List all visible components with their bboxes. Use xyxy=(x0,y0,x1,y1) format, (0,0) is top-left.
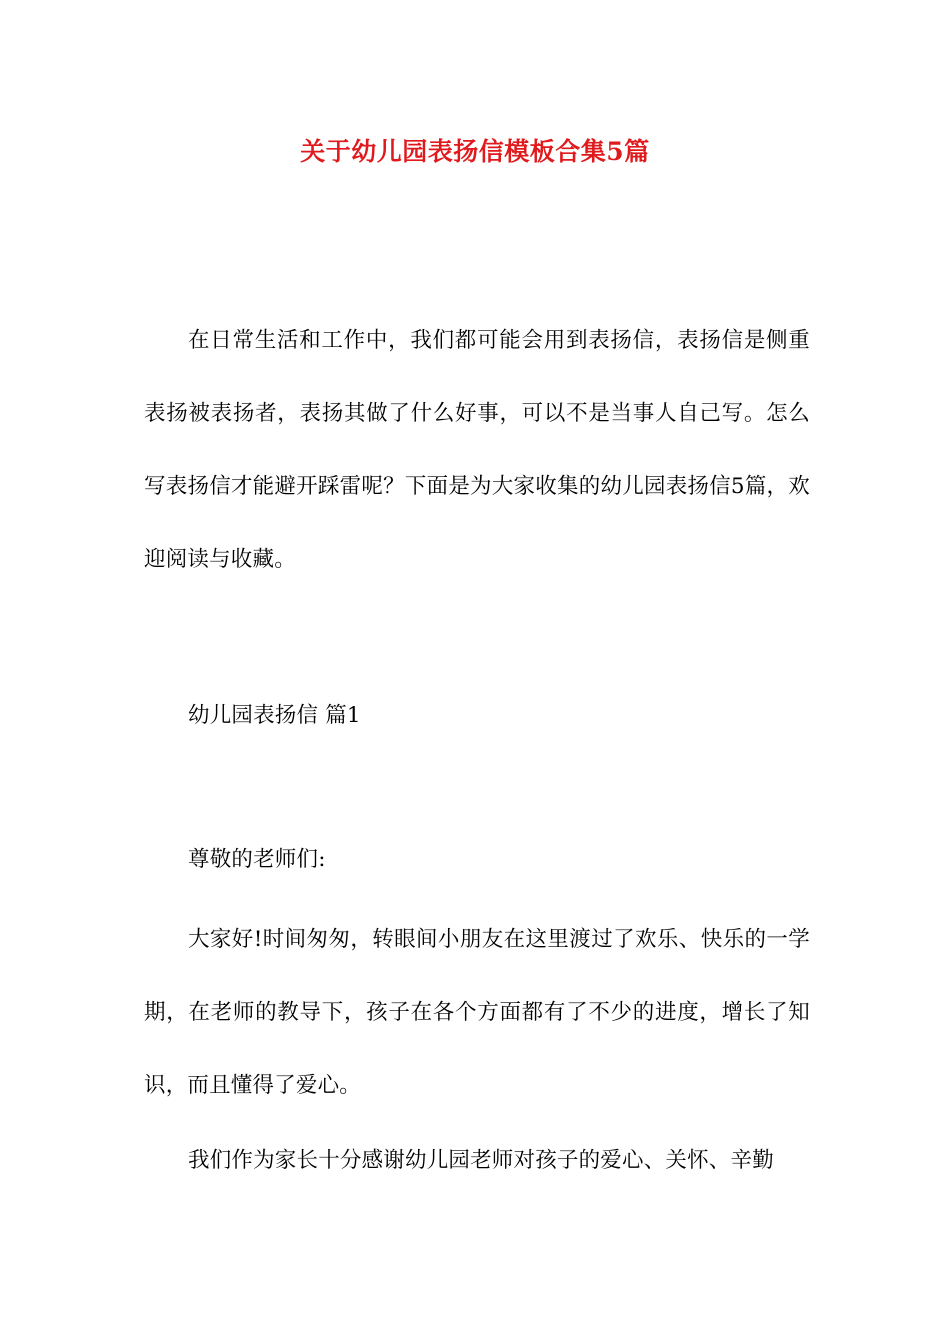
section-heading: 幼儿园表扬信 篇1 xyxy=(188,703,361,728)
salutation: 尊敬的老师们: xyxy=(188,847,326,872)
body-paragraph-2: 我们作为家长十分感谢幼儿园老师对孩子的爱心、关怀、辛勤 xyxy=(188,1148,774,1173)
intro-paragraph: 在日常生活和工作中，我们都可能会用到表扬信，表扬信是侧重表扬被表扬者，表扬其做了什么好事，可以不是当事人自己写。怎么写表扬信才能避开踩雷呢？下面是为大家收集的幼儿园表扬信5篇，欢迎阅读与收藏。 xyxy=(144,328,810,572)
body-paragraph-1: 大家好!时间匆匆，转眼间小朋友在这里渡过了欢乐、快乐的一学期，在老师的教导下，孩子在各个方面都有了不少的进度，增长了知识，而且懂得了爱心。 xyxy=(144,927,810,1098)
document-title: 关于幼儿园表扬信模板合集5篇 xyxy=(300,137,650,166)
